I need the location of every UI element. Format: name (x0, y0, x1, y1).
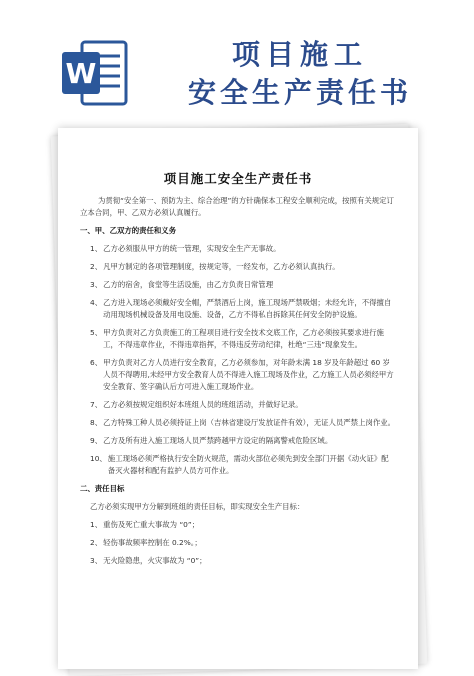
section2-heading: 二、责任目标 (80, 484, 125, 493)
list-item (80, 537, 396, 549)
document-intro: 为贯彻“安全第一、预防为主、综合治理”的方针确保本工程安全顺利完成，按照有关规定订立本合同，甲、乙双方必须认真履行。 (80, 196, 394, 217)
section1-list (80, 243, 396, 477)
section2-intro: 乙方必须实现甲方分解到班组的责任目标，即实现安全生产目标： (90, 502, 305, 511)
list-item (80, 453, 396, 477)
word-document-icon (60, 38, 130, 108)
document-page (58, 128, 418, 669)
section1-heading: 一、甲、乙双方的责任和义务 (80, 226, 177, 235)
list-item-text: 无火险隐患，火灾事故为 “0”； (103, 556, 207, 565)
list-item (80, 555, 396, 567)
list-item-number: 1、 (90, 520, 103, 529)
section2-list (80, 519, 396, 567)
list-item (80, 327, 396, 351)
banner-heading-line1: 项目施工 (231, 38, 368, 71)
list-item-text: 甲方负责对乙方负责施工的工程项目进行安全技术交底工作，乙方必须按其要求进行施工，不得违章作业，不得违章指挥，不得违反劳动纪律，杜绝“三违”现象发生。 (103, 328, 384, 349)
list-item (80, 417, 396, 429)
list-item (80, 399, 396, 411)
word-icon-letter: W (65, 57, 97, 90)
list-item (80, 357, 396, 393)
list-item-text: 凡甲方制定的各项管理制度，按规定等，一经发布，乙方必须认真执行。 (103, 262, 340, 271)
banner-heading (150, 36, 450, 112)
list-item-text: 甲方负责对乙方人员进行安全教育，乙方必须参加，对年龄未满 18 岁及年龄超过 60 岁人员不得聘用,未经甲方安全教育人员不得进入施工现场及作业，乙方施工人员必须经甲方安全教育、签字确认后方可进入施工现场作业。 (103, 358, 394, 391)
list-item-number: 8、 (90, 418, 103, 427)
list-item-text: 乙方的宿舍，食堂等生活设施，由乙方负责日常管理 (103, 280, 274, 289)
list-item-number: 7、 (90, 400, 103, 409)
list-item-number: 1、 (90, 244, 103, 253)
list-item-number: 5、 (90, 328, 103, 337)
list-item-text: 轻伤事故频率控制在 0.2%。； (103, 538, 202, 547)
list-item-number: 4、 (90, 298, 103, 307)
list-item (80, 243, 396, 255)
list-item-number: 2、 (90, 538, 103, 547)
list-item (80, 297, 396, 321)
list-item-number: 9、 (90, 436, 103, 445)
list-item (80, 519, 396, 531)
list-item (80, 261, 396, 273)
list-item (80, 279, 396, 291)
list-item-number: 3、 (90, 280, 103, 289)
list-item (80, 435, 396, 447)
list-item-number: 3、 (90, 556, 103, 565)
list-item-number: 10、 (90, 454, 107, 463)
list-item-number: 2、 (90, 262, 103, 271)
list-item-text: 重伤及死亡重大事故为 “0”； (103, 520, 200, 529)
list-item-text: 施工现场必须严格执行安全防火规范，需动火部位必须先到安全部门开据《动火证》配备灭火器材和配有监护人员方可作业。 (107, 454, 389, 475)
document-body (80, 173, 396, 573)
list-item-text: 乙方必须服从甲方的统一管理，实现安全生产无事故。 (103, 244, 281, 253)
list-item-text: 乙方特殊工种人员必须持证上岗（吉林省建设厅发放证件有效），无证人员严禁上岗作业。 (103, 418, 396, 427)
list-item-text: 乙方进入现场必须戴好安全帽，严禁酒后上岗，施工现场严禁吸烟；未经允许，不得擅自动用现场机械设备及用电设施、设备，乙方不得私自拆除其任何安全防护设施。 (103, 298, 392, 319)
list-item-number: 6、 (90, 358, 103, 367)
document-title: 项目施工安全生产责任书 (163, 171, 313, 186)
list-item-text: 乙方及所有进入施工现场人员严禁跨越甲方设定的隔离警戒危险区域。 (103, 436, 333, 445)
banner-heading-line2: 安全生产责任书 (187, 76, 412, 109)
list-item-text: 乙方必须按规定组织好本班组人员的班组活动，并做好记录。 (103, 400, 303, 409)
